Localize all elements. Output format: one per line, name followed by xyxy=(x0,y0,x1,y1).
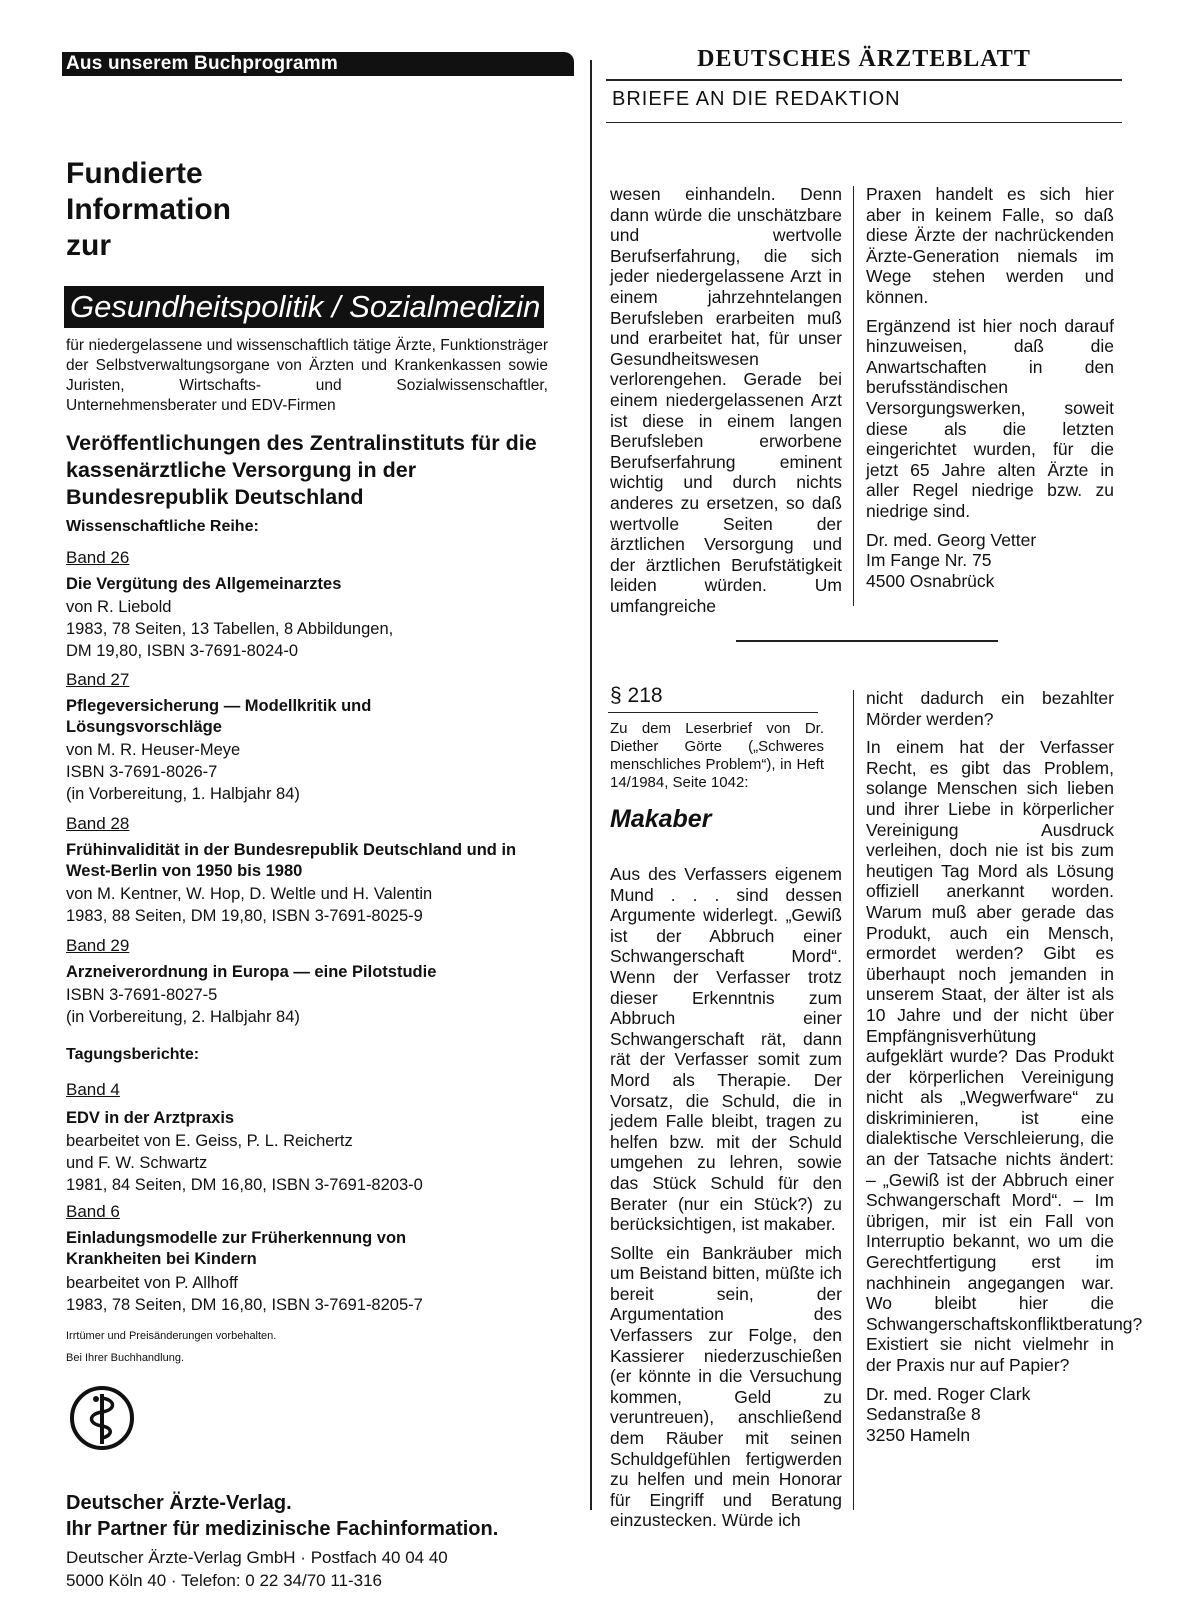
letter1-column-rule xyxy=(853,186,854,606)
letter1-column2: Praxen handelt es sich hier aber in keinem Falle, so daß diese Ärzte der nachrückenden Ärzte-Generation niemals im Wege stehen werden und können. Ergänzend ist hier noch darauf hinzuweisen, daß die Anwartschaften in den berufsständischen Versorgungswerken, soweit diese als die letzten eingerichtet wurden, für die jetzt 65 Jahre alten Ärzte in aller Regel niedrige bzw. zu niedrige sind. Dr. med. Georg Vetter Im Fange Nr. 75 4500 Osnabrück xyxy=(866,184,1114,591)
band-label: Band 26 xyxy=(66,548,130,567)
letter2-heading-rule xyxy=(608,712,818,713)
letter1-signature: Dr. med. Georg Vetter Im Fange Nr. 75 4500 Osnabrück xyxy=(866,529,1037,591)
band-label: Band 28 xyxy=(66,814,130,833)
letter2-signature: Dr. med. Roger Clark Sedanstraße 8 3250 Hameln xyxy=(866,1383,1031,1445)
book-title: Arzneiverordnung in Europa — eine Pilotstudie xyxy=(66,963,437,981)
letter2-reference: Zu dem Leserbrief von Dr. Diether Görte („Schweres menschliches Problem“), in Heft 14/1984, Seite 1042: xyxy=(610,720,824,791)
ad-headline: Fundierte Information zur xyxy=(66,157,231,262)
book-info: von R. Liebold 1983, 78 Seiten, 13 Tabellen, 8 Abbildungen, DM 19,80, ISBN 3-7691-8024-0 xyxy=(66,598,394,660)
book-title: Pflegeversicherung — Modellkritik und Lösungsvorschläge xyxy=(66,697,372,736)
publisher-slogan: Deutscher Ärzte-Verlag. Ihr Partner für medizinische Fachinformation. xyxy=(66,1492,499,1540)
letter-separator xyxy=(736,640,998,642)
series-heading-conference: Tagungsberichte: xyxy=(66,1046,200,1063)
book-info: von M. R. Heuser-Meye ISBN 3-7691-8026-7 (in Vorbereitung, 1. Halbjahr 84) xyxy=(66,741,300,803)
ad-banner: Aus unserem Buchprogramm xyxy=(62,52,574,76)
series-heading-scientific: Wissenschaftliche Reihe: xyxy=(66,518,259,535)
section-title: BRIEFE AN DIE REDAKTION xyxy=(612,88,901,110)
letter2-column1: Aus des Verfassers eigenem Mund . . . sind dessen Argumente widerlegt. „Gewiß ist der Abbruch einer Schwangerschaft Mord“. Wenn der Verfasser trotz dieser Erkenntnis zum Abbruch einer Schwangerschaft rät, dann rät der Verfasser somit zum Mord als Therapie. Der Vorsatz, die Schuld, die in jedem Falle bleibt, tragen zu helfen bzw. mit der Schuld umgehen zu lehren, sowie das Stück Schuld für den Berater (nur ein Stück?) zu berücksichtigen, ist makaber. Sollte ein Bankräuber mich um Beistand bitten, müßte ich bereit sein, der Argumentation des Verfassers zur Folge, den Kassierer niederzuschießen (er könnte in die Versuchung kommen, Geld zu veruntreuen), anschließend dem Räuber mit seinen Schuldgefühlen fertigwerden zu helfen und mein Honorar für Eingriff und Beratung einzustecken. Würde ich xyxy=(610,864,842,1531)
ad-institute-heading: Veröffentlichungen des Zentralinstituts für die kassenärztliche Versorgung in der Bundesrepublik Deutschland xyxy=(66,431,537,509)
band-label: Band 29 xyxy=(66,936,130,955)
book-info: von M. Kentner, W. Hop, D. Weltle und H. Valentin 1983, 88 Seiten, DM 19,80, ISBN 3-7691-8025-9 xyxy=(66,885,433,925)
section-rule xyxy=(606,122,1122,123)
publisher-address: Deutscher Ärzte-Verlag GmbH · Postfach 40 04 40 5000 Köln 40 · Telefon: 0 22 34/70 11-316 xyxy=(66,1548,448,1590)
letter2-column2: nicht dadurch ein bezahlter Mörder werden? In einem hat der Verfasser Recht, es gibt das Problem, solange Menschen sich lieben und ihrer Liebe in körperlicher Vereinigung Ausdruck verleihen, doch nie ist bis zum heutigen Tag Mord als Lösung offiziell anerkannt worden. Warum muß aber gerade das Produkt, auch ein Mensch, ermordet werden? Gibt es überhaupt noch jemanden in unserem Staat, der älter ist als 10 Jahre und der nicht über Empfängnisverhütung aufgeklärt wurde? Das Produkt der körperlichen Vereinigung nicht als „Wegwerfware“ zu diskriminieren, ist eine dialektische Verschleierung, die an der Tatsache nichts ändert: – „Gewiß ist der Abbruch einer Schwangerschaft Mord“. – Im übrigen, mir ist ein Fall von Interruptio bekannt, wo um die Gerechtfertigung erst im nachhinein angegangen war. Wo bleibt hier die Schwangerschaftskonfliktberatung? Existiert sie nicht vielmehr in der Praxis nur auf Papier? Dr. med. Roger Clark Sedanstraße 8 3250 Hameln xyxy=(866,688,1143,1445)
ad-topic-ribbon: Gesundheitspolitik / Sozialmedizin xyxy=(64,286,544,328)
letter2-title: Makaber xyxy=(610,805,712,833)
book-info: bearbeitet von E. Geiss, P. L. Reichertz und F. W. Schwartz 1981, 84 Seiten, DM 16,80, ISBN 3-7691-8203-0 xyxy=(66,1132,423,1194)
bookstore-note: Bei Ihrer Buchhandlung. xyxy=(66,1352,185,1364)
band-label: Band 27 xyxy=(66,670,130,689)
disclaimer-note: Irrtümer und Preisänderungen vorbehalten. xyxy=(66,1330,277,1342)
masthead-rule xyxy=(606,79,1122,81)
aesculap-staff-logo-icon xyxy=(68,1384,136,1452)
ad-audience: für niedergelassene und wissenschaftlich tätige Ärzte, Funktionsträger der Selbstverwaltungsorgane von Ärzten und Krankenkassen sowie Juristen, Wirtschafts- und Sozialwissenschaftler, Unternehmensberater und EDV-Firmen xyxy=(66,337,548,414)
book-title: Einladungsmodelle zur Früherkennung von Krankheiten bei Kindern xyxy=(66,1229,407,1268)
band-label: Band 4 xyxy=(66,1080,120,1099)
book-info: ISBN 3-7691-8027-5 (in Vorbereitung, 2. Halbjahr 84) xyxy=(66,986,300,1026)
book-title: EDV in der Arztpraxis xyxy=(66,1109,235,1127)
letter1-column1: wesen einhandeln. Denn dann würde die unschätzbare und wertvolle Berufserfahrung, die sich jeder niedergelassene Arzt in einem jahrzehntelangen Berufsleben erarbeiten muß und erarbeitet hat, für unser Gesundheitswesen verlorengehen. Gerade bei einem niedergelassenen Arzt ist diese in einem langen Berufsleben erworbene Berufserfahrung eminent wichtig und durch nichts anderes zu ersetzen, so daß wertvolle Seiten der ärztlichen Versorgung und der ärztlichen Berufstätigkeit leiden würden. Um umfangreiche xyxy=(610,184,842,616)
band-label: Band 6 xyxy=(66,1202,120,1221)
column-divider xyxy=(590,60,592,1510)
letter2-heading: § 218 xyxy=(610,684,663,707)
letter2-column-rule xyxy=(853,690,854,1510)
book-title: Frühinvalidität in der Bundesrepublik Deutschland und in West-Berlin von 1950 bis 1980 xyxy=(66,841,517,880)
book-info: bearbeitet von P. Allhoff 1983, 78 Seiten, DM 16,80, ISBN 3-7691-8205-7 xyxy=(66,1274,423,1314)
book-title: Die Vergütung des Allgemeinarztes xyxy=(66,575,342,593)
masthead-title: DEUTSCHES ÄRZTEBLATT xyxy=(697,46,1031,72)
